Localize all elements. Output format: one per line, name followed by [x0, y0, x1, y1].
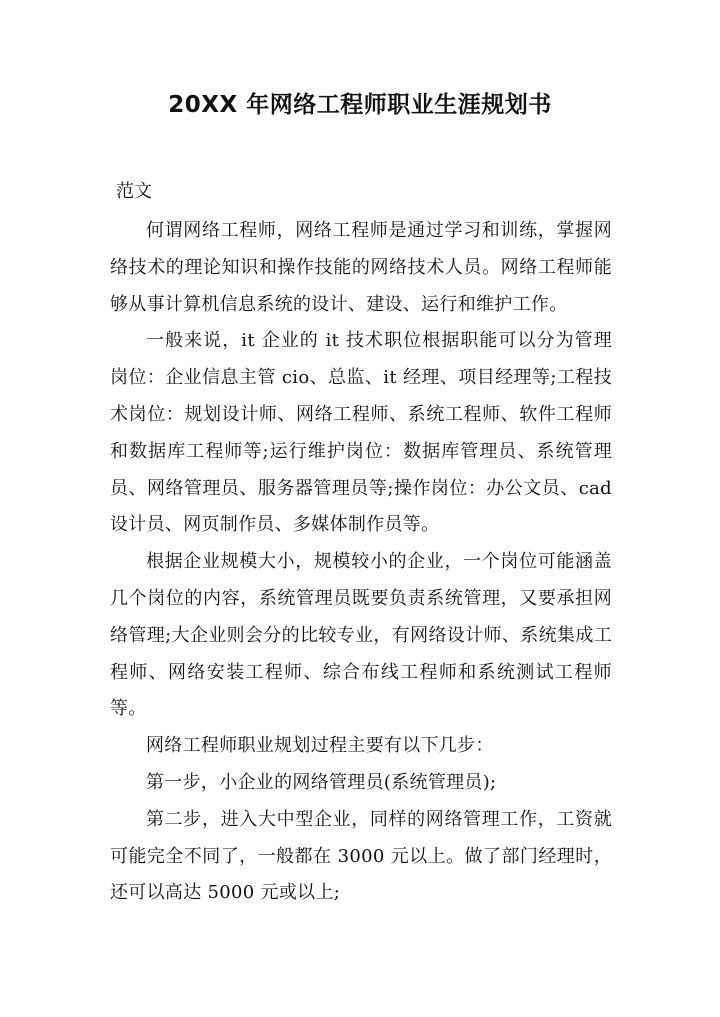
document-body [110, 213, 612, 912]
document-title: 20XX 年网络工程师职业生涯规划书 [168, 92, 552, 118]
paragraph-steps-intro: 网络工程师职业规划过程主要有以下几步： [146, 735, 494, 757]
paragraph-step-one: 第一步，小企业的网络管理员(系统管理员); [146, 771, 497, 793]
document-subtitle: 范文 [116, 181, 152, 202]
paragraph-step-two: 第二步，进入大中型企业，同样的网络管理工作，工资就可能完全不同了，一般都在 3000 元以上。做了部门经理时，还可以高达 5000 元或以上; [110, 808, 612, 904]
paragraph-positions: 一般来说，it 企业的 it 技术职位根据职能可以分为管理岗位：企业信息主管 cio、总监、it 经理、项目经理等;工程技术岗位：规划设计师、网络工程师、系统工程师、软件工程师和数据库工程师等;运行维护岗位：数据库管理员、系统管理员、网络管理员、服务器管理员等;操作岗位：办公文员、cad 设计员、网页制作员、多媒体制作员等。 [110, 330, 612, 536]
paragraph-definition: 何谓网络工程师，网络工程师是通过学习和训练，掌握网络技术的理论知识和操作技能的网络技术人员。网络工程师能够从事计算机信息系统的设计、建设、运行和维护工作。 [110, 220, 612, 315]
paragraph-company-size: 根据企业规模大小，规模较小的企业，一个岗位可能涵盖几个岗位的内容，系统管理员既要负责系统管理，又要承担网络管理;大企业则会分的比较专业，有网络设计师、系统集成工程师、网络安装工程师、综合布线工程师和系统测试工程师等。 [110, 551, 612, 720]
